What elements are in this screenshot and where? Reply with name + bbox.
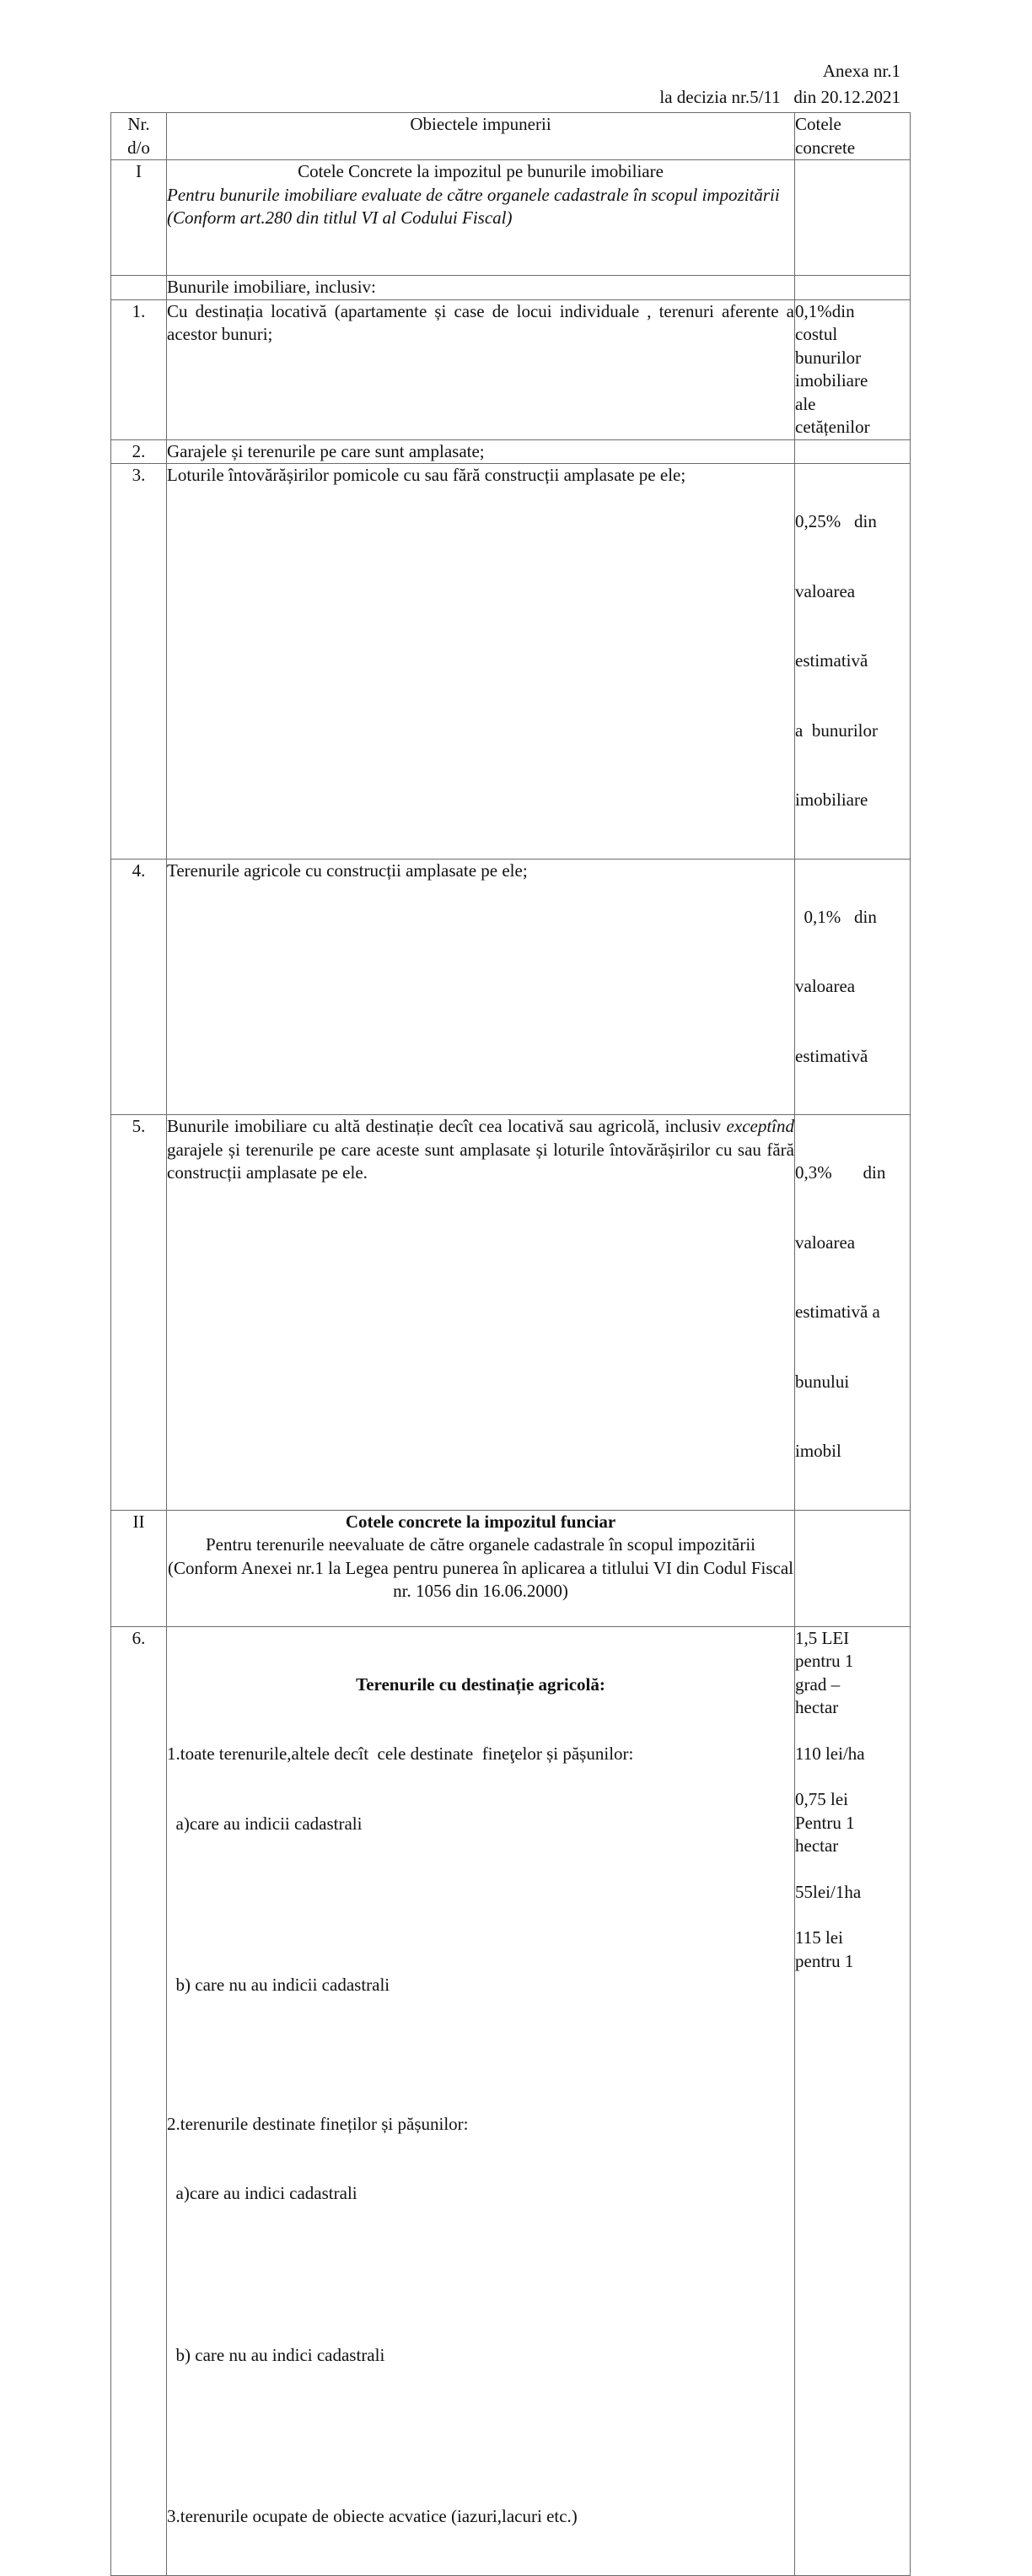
rate-line: estimativă bbox=[795, 650, 868, 671]
nr-header-line1: Nr. bbox=[127, 114, 150, 134]
section-row-I bbox=[111, 160, 911, 276]
rates-header-line1: Cotele bbox=[795, 114, 841, 134]
row-rate bbox=[795, 1115, 911, 1511]
section-reference: (Conform Anexei nr.1 la Legea pentru punerea în aplicarea a titlului VI din Codul Fiscal nr. 1056 din 16.06.2000) bbox=[168, 1557, 793, 1601]
row-rate bbox=[795, 439, 911, 464]
annex-number: Anexa nr.1 bbox=[822, 61, 900, 81]
item-1: 1.toate terenurile,altele decît cele destinate fineţelor și pășunilor: bbox=[167, 1743, 634, 1764]
section-rate bbox=[795, 1510, 911, 1626]
row-number: 4. bbox=[111, 859, 167, 1115]
row-number bbox=[111, 276, 167, 300]
row-rate bbox=[795, 299, 911, 439]
row-description bbox=[167, 1115, 795, 1511]
table-header-row bbox=[111, 113, 911, 160]
table-row bbox=[111, 464, 911, 860]
item-1a: a)care au indicii cadastrali bbox=[167, 1813, 363, 1834]
rate-line: bunului bbox=[795, 1371, 850, 1392]
rate-line: Pentru 1 bbox=[795, 1812, 855, 1833]
rate-line: estimativă a bbox=[795, 1301, 880, 1322]
decision-reference: la decizia nr.5/11 din 20.12.2021 bbox=[659, 87, 900, 107]
description-text: Bunurile imobiliare cu altă destinație decît cea locativă sau agricolă, inclusiv bbox=[167, 1116, 727, 1136]
rate-line: 0,75 lei bbox=[795, 1789, 848, 1809]
rate-line: grad – bbox=[795, 1673, 841, 1695]
rate-line: bunurilor bbox=[795, 347, 862, 368]
column-header-nr bbox=[111, 113, 167, 160]
table-row bbox=[111, 299, 911, 439]
table-row bbox=[111, 1115, 911, 1511]
table-row-6 bbox=[111, 1626, 911, 2575]
rate-line: 110 lei/ha bbox=[795, 1743, 865, 1764]
rate-line: valoarea bbox=[795, 1231, 856, 1253]
rate-line: pentru 1 bbox=[795, 1651, 854, 1671]
row-rate bbox=[795, 1626, 911, 2575]
row-description: Terenurile agricole cu construcții amplasate pe ele; bbox=[167, 859, 795, 1115]
rate-line: valoarea bbox=[795, 580, 856, 601]
section-title: Cotele concrete la impozitul funciar bbox=[345, 1511, 616, 1532]
rate-line: valoarea bbox=[795, 976, 856, 996]
rate-line: 55lei/1ha bbox=[795, 1881, 862, 1902]
rate-line: 0,25% din bbox=[795, 511, 877, 531]
table-row bbox=[111, 439, 911, 464]
section-rate bbox=[795, 160, 911, 276]
rate-line: hectar bbox=[795, 1835, 839, 1856]
row-number: 6. bbox=[111, 1626, 167, 2575]
rate-line: 0,1% din bbox=[795, 906, 877, 927]
section-reference: (Conform art.280 din titlul VI al Codului Fiscal) bbox=[167, 207, 513, 228]
description-emphasis: exceptînd bbox=[726, 1116, 794, 1136]
rate-line: a bunurilor bbox=[795, 719, 878, 741]
row-title: Terenurile cu destinație agricolă: bbox=[356, 1673, 605, 1695]
rate-line: imobiliare bbox=[795, 370, 868, 391]
column-header-objects: Obiectele impunerii bbox=[167, 113, 795, 160]
item-3: 3.terenurile ocupate de obiecte acvatice (iazuri,lacuri etc.) bbox=[167, 2506, 578, 2526]
rate-line: cetățenilor bbox=[795, 417, 870, 437]
rates-header-line2: concrete bbox=[795, 137, 856, 158]
rate-line: 115 lei bbox=[795, 1927, 843, 1948]
section-row-II bbox=[111, 1510, 911, 1626]
row-number: 1. bbox=[111, 299, 167, 439]
row-description: Garajele și terenurile pe care sunt amplasate; bbox=[167, 439, 795, 464]
rate-line: costul bbox=[795, 324, 838, 344]
description-text: garajele și terenurile pe care aceste sunt amplasate și loturile întovărășirilor cu sau fără construcții amplasate pe ele. bbox=[167, 1139, 794, 1183]
rate-line: imobil bbox=[795, 1441, 841, 1461]
rate-line: pentru 1 bbox=[795, 1950, 854, 1971]
table-row bbox=[111, 859, 911, 1115]
rate-line: imobiliare bbox=[795, 790, 868, 810]
row-rate bbox=[795, 276, 911, 300]
column-header-rates bbox=[795, 113, 911, 160]
row-rate bbox=[795, 464, 911, 860]
row-number: 5. bbox=[111, 1115, 167, 1511]
row-rate bbox=[795, 859, 911, 1115]
rate-line: 0,1%din bbox=[795, 300, 855, 321]
item-2b: b) care nu au indici cadastrali bbox=[167, 2344, 385, 2365]
rate-line: 1,5 LEI bbox=[795, 1627, 850, 1648]
section-title: Cotele Concrete la impozitul pe bunurile imobiliare bbox=[298, 161, 664, 181]
row-description: Bunurile imobiliare, inclusiv: bbox=[167, 276, 795, 300]
section-description bbox=[167, 160, 795, 276]
section-number: I bbox=[111, 160, 167, 276]
section-subtitle: Pentru bunurile imobiliare evaluate de către organele cadastrale în scopul impozitării bbox=[167, 184, 780, 205]
rate-line: 0,3% din bbox=[795, 1162, 886, 1183]
section-subtitle: Pentru terenurile neevaluate de către organele cadastrale în scopul impozitării bbox=[205, 1534, 756, 1555]
row-number: 3. bbox=[111, 464, 167, 860]
row-description bbox=[167, 1626, 795, 2575]
item-2a: a)care au indici cadastrali bbox=[167, 2183, 357, 2203]
tax-rates-table bbox=[110, 112, 911, 2576]
nr-header-line2: d/o bbox=[127, 137, 150, 158]
rate-line: hectar bbox=[795, 1697, 839, 1717]
row-number: 2. bbox=[111, 439, 167, 464]
row-description: Loturile întovărășirilor pomicole cu sau fără construcții amplasate pe ele; bbox=[167, 464, 795, 860]
item-2: 2.terenurile destinate fineților și pășunilor: bbox=[167, 2113, 469, 2134]
rate-line: estimativă bbox=[795, 1045, 868, 1066]
item-1b: b) care nu au indicii cadastrali bbox=[167, 1975, 390, 1995]
table-row-intro bbox=[111, 276, 911, 300]
rate-line: ale bbox=[795, 393, 816, 414]
section-description bbox=[167, 1510, 795, 1626]
row-description: Cu destinația locativă (apartamente și case de locui individuale , terenuri aferente a acestor bunuri; bbox=[167, 299, 795, 439]
section-number: II bbox=[111, 1510, 167, 1626]
